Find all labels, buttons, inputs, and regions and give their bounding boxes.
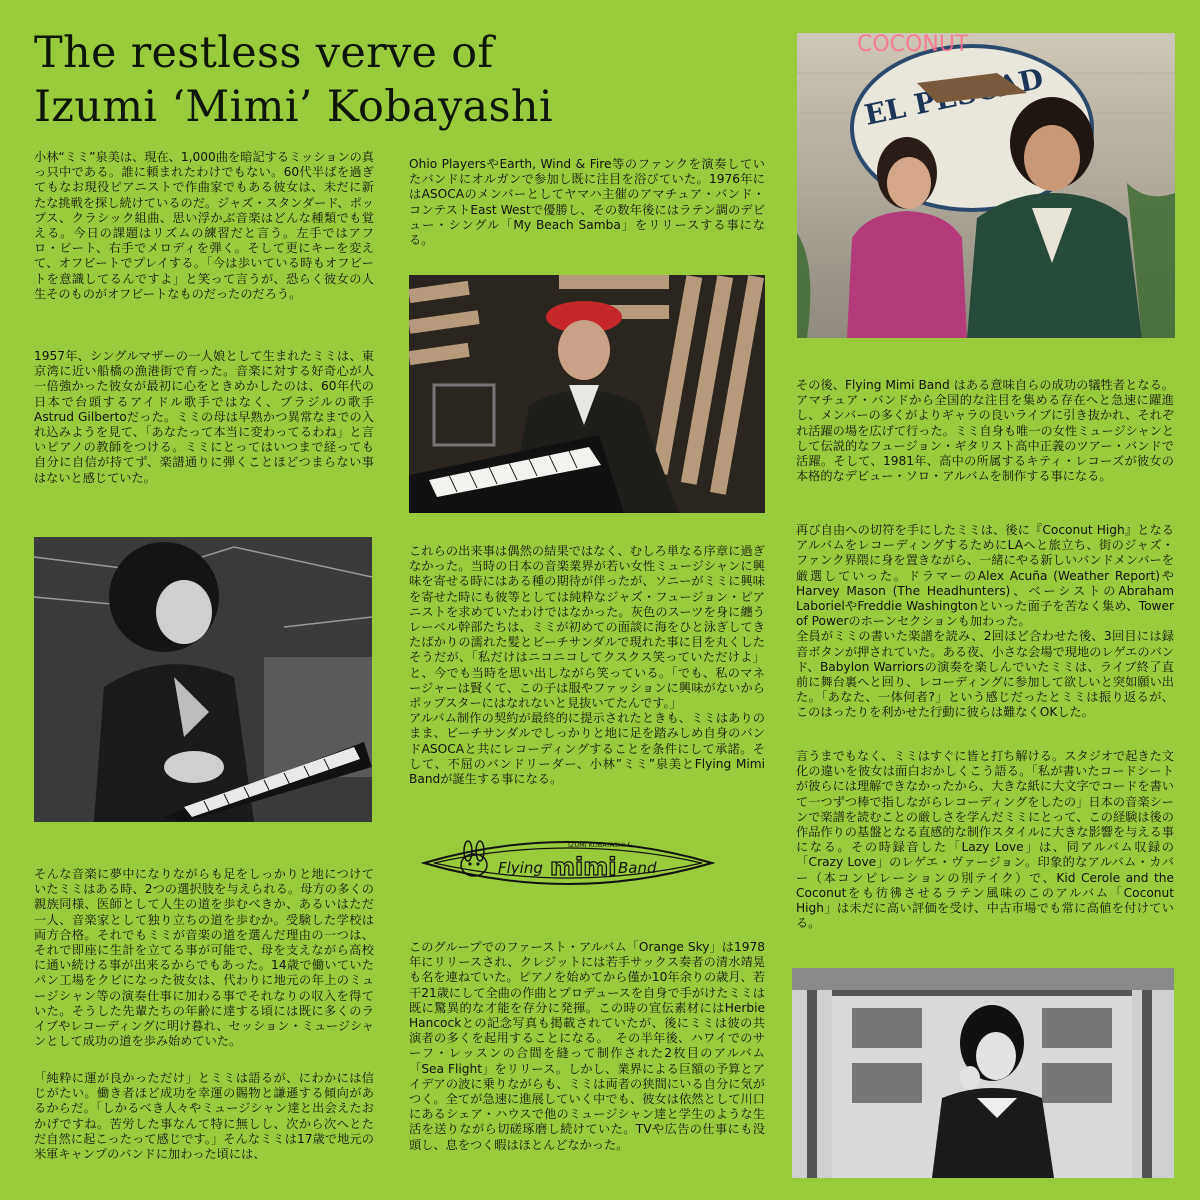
neon-sign-text: COCONUT — [857, 32, 969, 57]
paragraph-luck: 「純粋に運が良かっただけ」とミミは語るが、にわかには信じがたい。働き者ほど成功を幸運の賜物と謙遜する傾向があるからだ。「しかるべき人々やミュージシャン達と出会えたおかげですね。苦労した事なんて特に無しし、次から次へとただ自然に起こったって感じです。」そんなミミは17歳で地元の米軍キャンプのバンドに加わった頃には、 — [34, 1071, 374, 1162]
logo-word-mimi: mimi — [550, 853, 617, 881]
photo-bw-keyboard — [34, 537, 372, 822]
title-line-1: The restless verve of — [34, 28, 494, 78]
logo-word-flying: Flying — [498, 859, 543, 877]
paragraph-childhood: 1957年、シングルマザーの一人娘として生まれたミミは、東京湾に近い船橋の漁港街で育った。音楽に対する好奇心が人一倍強かった彼女が最初に心をときめかしたのは、60年代の日本で台頭するアイドル歌手ではなく、ブラジルの歌手Astrud Gilbertoだった。ミミの母は早熟かつ異常なまでの入れ込みようを見て、「あなたって本当に変わってるわね」と言いピアノの教師をつける。ミミにとってはいつまで経っても自分に自信が持てず、楽譜通りに弾くことほどつまらない事はないと感じていた。 — [34, 349, 374, 485]
photo-el-pescador-image — [797, 33, 1175, 338]
logo-graphic — [418, 829, 718, 897]
sign-text: EL — [861, 91, 909, 132]
paragraph-band-success: その後、Flying Mimi Band はある意味自らの成功の犠牲者となる。アマチュア・バンドから全国的な注目を集める存在へと急速に躍進し、メンバーの多くがよりギャラの良いライブに引き抜かれ、それぞれ活躍の場を広げて行った。ミミ自身も唯一の女性ミュージシャンとして伝説的なフュージョン・ギタリスト高中正義のツアー・バンドで活躍。そして、1981年、高中の所属するキティ・レコーズが彼女の本格的なデビュー・ソロ・アルバムを制作する事になる。 — [796, 378, 1174, 484]
photo-bw-doorway-image — [792, 968, 1174, 1178]
article-title — [34, 26, 774, 134]
title-line-2: Izumi ‘Mimi’ Kobayashi — [34, 82, 553, 132]
paragraph-sony: これらの出来事は偶然の結果ではなく、むしろ単なる序章に過ぎなかった。当時の日本の音楽業界が若い女性ミュージシャンに興味を寄せる時にはある種の期待が伴ったが、ソニーがミミに興味を寄せた時にも彼等としては純粋なジャズ・フュージョン・ピアニストを求めていたわけではなかった。灰色のスーツを身に纏うレーベル幹部たちは、ミミが初めての面談に海をひと泳ぎしてきたばかりの濡れた髪とビーチサンダルで現れた事に目を丸くしたそうだが、「私だけはニコニコしてクスクス笑っていただけよ」と、今でも当時を思い出しながら笑っている。「でも、私のマネージャーは賢くて、この子は服やファッションに興味がないからポップスターにはなれないと見抜いてたんです。」 アルバム制作の契約が最終的に提示されたときも、ミミはありのまま、ビーチサンダルでしっかりと地に足を踏みしめ自身のバンドASOCAと共にレコーディングすることを条件にして承諾。そして、不屈のバンドリーダー、小林”ミミ”泉美とFlying Mimi Bandが誕生する事になる。 — [409, 544, 765, 787]
logo-small-text: IZUMI KOBAYASHI & — [568, 841, 633, 849]
flying-mimi-band-logo — [418, 829, 718, 897]
photo-red-beret-keyboard — [409, 275, 765, 513]
photo-red-beret-image — [409, 275, 765, 513]
paragraph-career-choice: そんな音楽に夢中になりながらも足をしっかりと地につけていたミミはある時、2つの選択肢を与えられる。母方の多くの親族同様、医師として人生の道を歩むべきか、あるいはただ一人、音楽家として独り立ちの道を歩むか。受験した学校は両方合格。それでもミミが音楽の道を選んだ理由の一つは、それで即座に生計を立てる事が可能で、母を支えながら高校に通い続ける事が出来るからでもあった。14歳で働いていたパン工場をクビになった彼女は、代わりに地元の年上のミュージシャン等の演奏仕事に加わる事でそれなりの収入を得ていた。そうした先輩たちの年齢に達する頃には既に多くのライブやレコーディングに明け暮れ、セッション・ミュージシャンとして成功の道を歩み始めていた。 — [34, 867, 374, 1049]
photo-bw-doorway — [792, 968, 1174, 1178]
paragraph-intro: 小林“ミミ”泉美は、現在、1,000曲を暗記するミッションの真っ只中である。誰に頼まれたわけでもない。60代半ばを過ぎてもなお現役ピアニストで作曲家でもある彼女は、未だに新たな挑戦を探し続けているのだ。ジャズ・スタンダード、ポップス、クラシック組曲、思い浮かぶ音楽はどんな種類でも覚える。今日の課題はリズムの練習だと言う。左手ではアフロ・ビート、右手でメロディを弾く。そして更にキーを変えて、オフビートでプレイする。「今は歩いている時もオフビートを意識してるんですよ」と笑って言うが、恐らく彼女の人生そのものがオフビートなものだったのだろう。 — [34, 150, 374, 301]
logo-word-band: Band — [618, 859, 657, 877]
paragraph-funk-bands: Ohio PlayersやEarth, Wind & Fire等のファンクを演奏していたバンドにオルガンで参加し既に注目を浴びていた。1976年にはASOCAのメンバーとしてヤマハ主催のアマチュア・バンド・コンテストEast Westで優勝し、その数年後にはラテン調のデビュー・シングル「My Beach Samba」をリリースする事になる。 — [409, 157, 765, 248]
paragraph-studio-culture: 言うまでもなく、ミミはすぐに皆と打ち解ける。スタジオで起きた文化の違いを彼女は面白おかしくこう語る。「私が書いたコードシートが彼らには理解できなかったから、大きな紙に大文字でコードを書いて一つずつ棒で指しながらレコーディングをしたの」日本の音楽シーンで楽譜を読むことの厳しさを学んだミミにとって、この経験は後の作品作りの基盤となる直感的な制作スタイルに大きな影響を与える事になる。その時録音した「Lazy Love」は、同アルバム収録の「Crazy Love」のレゲエ・ヴァージョン。印象的なアルバム・カバー（本コンピレーションの別テイク）で、Kid Cerole and the Coconutをも彷彿させるラテン風味のこのアルバム「Coconut High」は未だに高い評価を受け、中古市場でも常に高値を付けている。 — [796, 749, 1178, 931]
photo-bw-keyboard-image — [34, 537, 372, 822]
photo-el-pescador — [797, 33, 1175, 338]
paragraph-first-album: このグループでのファースト・アルバム「Orange Sky」は1978年にリリースされ、クレジットには若手サックス奏者の清水靖晃も名を連ねていた。ピアノを始めてから僅か10年余りの歳月、若干21歳にして全曲の作曲とプロデュースを自身で手がけたミミは既に驚異的な才能を存分に発揮。この時の宣伝素材にはHerbie Hancockとの記念写真も掲載されていたが、後にミミは彼の共演者の多くを起用することになる。 その半年後、ハワイでのサーフ・レッスンの合間を縫って制作された2枚目のアルバム「Sea Flight」をリリース。しかし、業界による巨額の予算とアイデアの波に乗りながらも、ミミは両者の狭間にいる自分に気がつく。全てが急速に進展していく中でも、彼女は依然として川口にあるシェア・ハウスで他のミュージシャン達と学生のような生活を送りながら切磋琢磨し続けていた。TVや広告の仕事にも没頭し、息をつく暇はほとんどなかった。 — [409, 940, 769, 1152]
paragraph-coconut-high: 再び自由への切符を手にしたミミは、後に『Coconut High』となるアルバムをレコーディングするためにLAへと旅立ち、街のジャズ・ファンク界隈に身を置きながら、一緒にやる新しいバンドメンバーを厳選していった。ドラマーのAlex Acuña (Weather Report)やHarvey Mason (The Headhunters)、ベーシストのAbraham LaborielやFreddie Washingtonといった面子を苦なく集め、Tower of Powerのホーンセクションも加わった。 全員がミミの書いた楽譜を読み、2回ほど合わせた後、3回目には録音ボタンが押されていた。ある夜、小さな会場で現地のレゲエのバンド、Babylon Warriorsの演奏を楽しんでいたミミは、ライブ終了直前に舞台裏へと回り、レコーディングに参加して欲しいと突如願い出た。「あなた、一体何者?」という感じだったとミミは振り返るが、このはったりを利かせた行動に彼らは難なくOKした。 — [796, 523, 1174, 720]
